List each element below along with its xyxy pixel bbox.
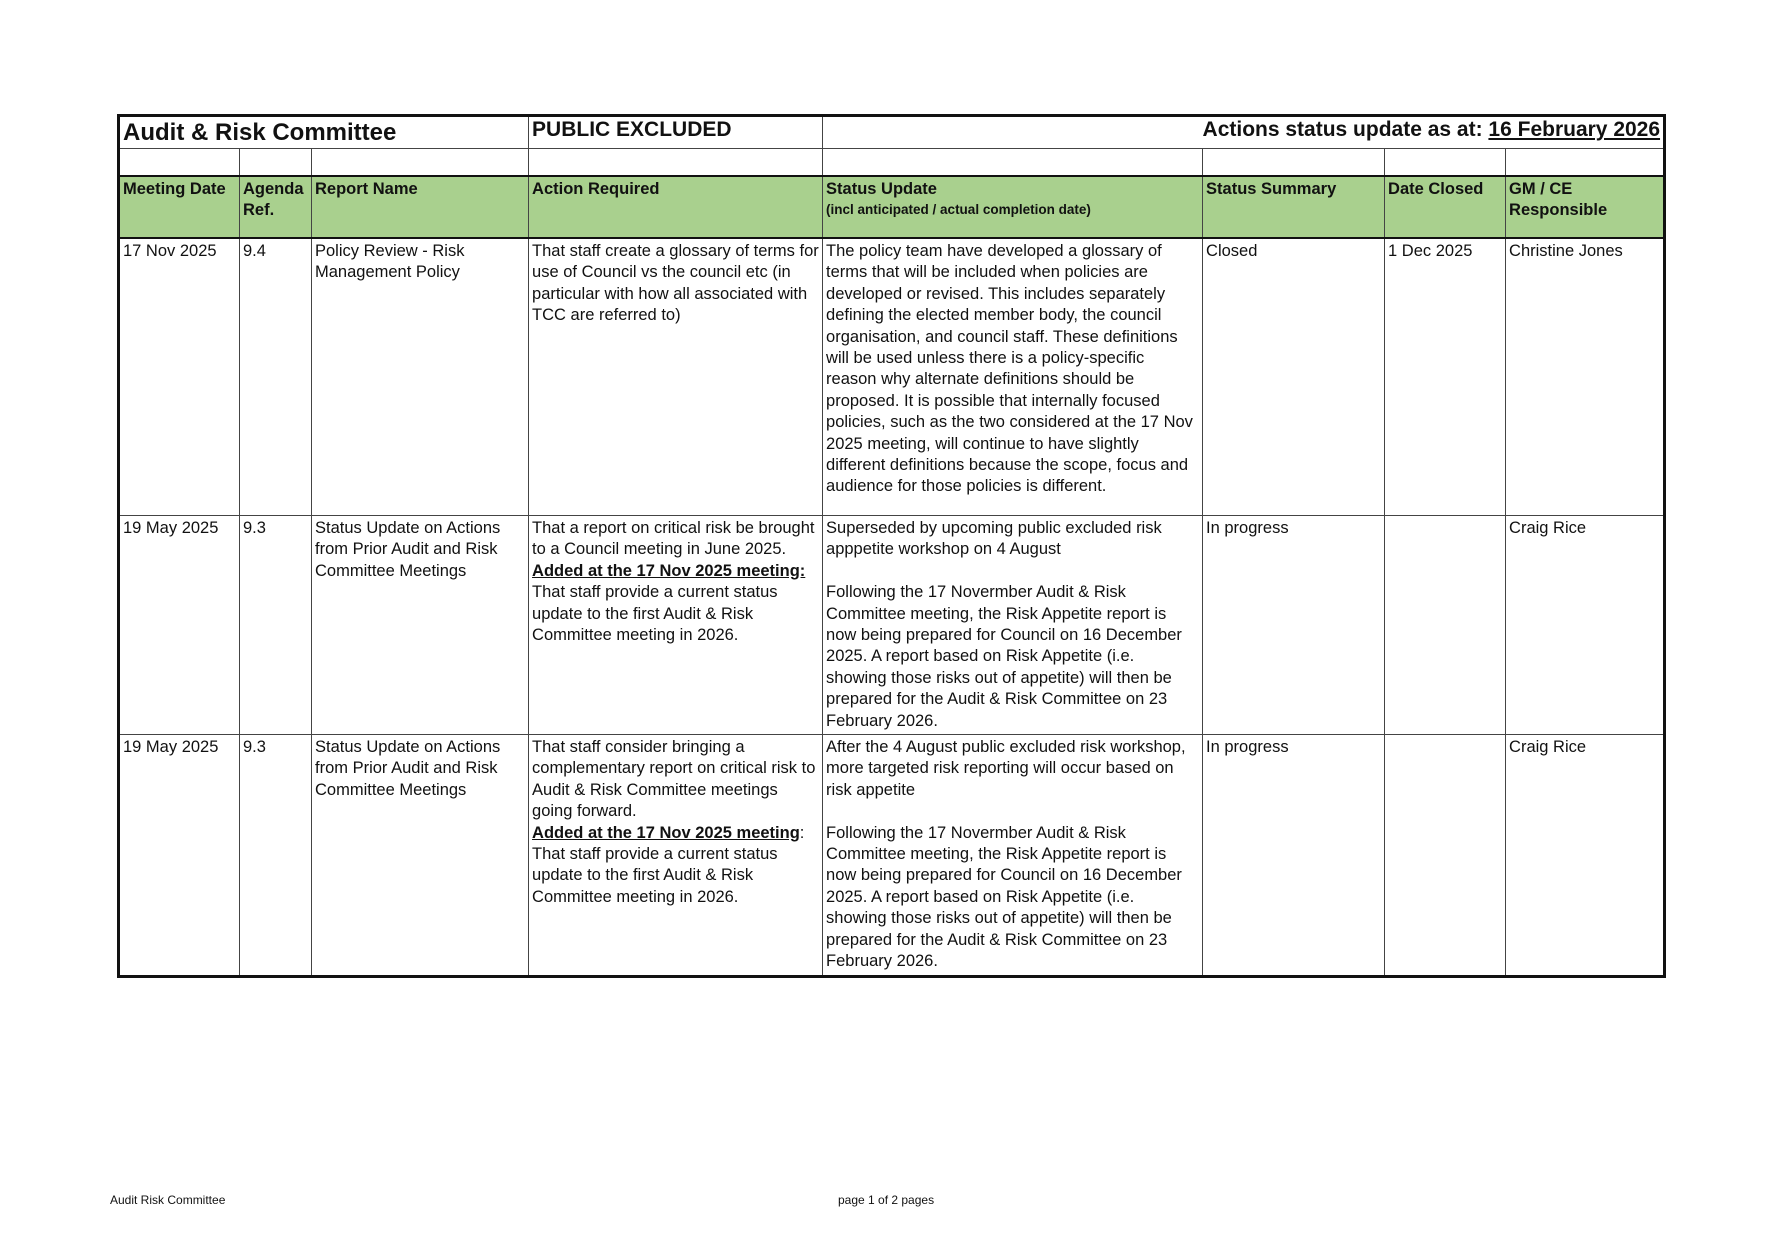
status-summary-cell: In progress <box>1203 735 1385 976</box>
status-update-cell <box>823 516 1203 735</box>
committee-title: Audit & Risk Committee <box>119 116 529 149</box>
header-status-update <box>823 176 1203 238</box>
report-name-cell: Status Update on Actions from Prior Audit and Risk Committee Meetings <box>312 516 529 735</box>
header-meeting-date: Meeting Date <box>119 176 240 238</box>
action-required-cell: That staff create a glossary of terms for use of Council vs the council etc (in particular with how all associated with TCC are referred to) <box>529 238 823 516</box>
classification-label: PUBLIC EXCLUDED <box>529 116 823 149</box>
added-note-label: Added at the 17 Nov 2025 meeting <box>532 823 800 842</box>
header-date-closed: Date Closed <box>1385 176 1506 238</box>
responsible-cell: Craig Rice <box>1506 516 1665 735</box>
blank-cell <box>1506 149 1665 177</box>
blank-row <box>119 149 1665 177</box>
table-row <box>119 238 1665 516</box>
blank-cell <box>119 149 240 177</box>
added-note-label: Added at the 17 Nov 2025 meeting: <box>532 561 806 580</box>
status-update-cell <box>823 735 1203 976</box>
header-report-name: Report Name <box>312 176 529 238</box>
header-responsible: GM / CE Responsible <box>1506 176 1665 238</box>
agenda-ref-cell: 9.4 <box>240 238 312 516</box>
footer-document-name: Audit Risk Committee <box>110 1193 226 1207</box>
column-header-row <box>119 176 1665 238</box>
added-note-suffix: : <box>799 823 805 842</box>
date-closed-cell <box>1385 516 1506 735</box>
date-closed-cell: 1 Dec 2025 <box>1385 238 1506 516</box>
action-required-cell <box>529 516 823 735</box>
blank-cell <box>1385 149 1506 177</box>
status-update-label: Status Update <box>826 180 937 198</box>
actions-table <box>117 114 1666 978</box>
status-update-followup: Following the 17 Novermber Audit & Risk Committee meeting, the Risk Appetite report is now being prepared for Council on 16 December 2025. A report based on Risk Appetite (i.e. showing those risks out of appetite) will then be prepared for the Audit & Risk Committee on 23 February 2026. <box>826 823 1182 971</box>
blank-cell <box>312 149 529 177</box>
agenda-ref-cell: 9.3 <box>240 516 312 735</box>
status-update-text: After the 4 August public excluded risk workshop, more targeted risk reporting will occur based on risk appetite <box>826 738 1186 799</box>
status-update-sublabel: (incl anticipated / actual completion date) <box>826 202 1091 218</box>
action-required-cell <box>529 735 823 976</box>
added-note-text: That staff provide a current status update to the first Audit & Risk Committee meeting in 2026. <box>532 583 778 645</box>
meeting-date-cell: 19 May 2025 <box>119 735 240 976</box>
header-agenda-ref: Agenda Ref. <box>240 176 312 238</box>
as-at-heading <box>823 116 1665 149</box>
status-summary-cell: Closed <box>1203 238 1385 516</box>
action-text: That staff consider bringing a complementary report on critical risk to Audit & Risk Committee meetings going forward. <box>532 738 816 821</box>
responsible-cell: Christine Jones <box>1506 238 1665 516</box>
table-row <box>119 516 1665 735</box>
header-action-required: Action Required <box>529 176 823 238</box>
status-summary-cell: In progress <box>1203 516 1385 735</box>
date-closed-cell <box>1385 735 1506 976</box>
blank-cell <box>529 149 823 177</box>
title-row <box>119 116 1665 149</box>
as-at-date: 16 February 2026 <box>1488 118 1661 141</box>
added-note-text: That staff provide a current status update to the first Audit & Risk Committee meeting in 2026. <box>532 845 778 906</box>
status-update-followup: Following the 17 Novermber Audit & Risk Committee meeting, the Risk Appetite report is now being prepared for Council on 16 December 2025. A report based on Risk Appetite (i.e. showing those risks out of appetite) will then be prepared for the Audit & Risk Committee on 23 February 2026. <box>826 583 1182 730</box>
status-update-cell: The policy team have developed a glossary of terms that will be included when policies are developed or revised. This includes separately defining the elected member body, the council organisation, and council staff. These definitions will be used unless there is a policy-specific reason why alternate definitions should be proposed. It is possible that internally focused policies, such as the two considered at the 17 Nov 2025 meeting, will continue to have slightly different definitions because the scope, focus and audience for those policies is different. <box>823 238 1203 516</box>
blank-cell <box>240 149 312 177</box>
as-at-label: Actions status update as at: <box>1202 118 1489 141</box>
table-row <box>119 735 1665 976</box>
responsible-cell: Craig Rice <box>1506 735 1665 976</box>
report-name-cell: Policy Review - Risk Management Policy <box>312 238 529 516</box>
agenda-ref-cell: 9.3 <box>240 735 312 976</box>
footer-page-number: page 1 of 2 pages <box>838 1193 935 1207</box>
action-text: That a report on critical risk be brought to a Council meeting in June 2025. <box>532 519 815 559</box>
report-name-cell: Status Update on Actions from Prior Audit and Risk Committee Meetings <box>312 735 529 976</box>
meeting-date-cell: 19 May 2025 <box>119 516 240 735</box>
meeting-date-cell: 17 Nov 2025 <box>119 238 240 516</box>
blank-cell <box>1203 149 1385 177</box>
header-status-summary: Status Summary <box>1203 176 1385 238</box>
blank-cell <box>823 149 1203 177</box>
status-update-text: Superseded by upcoming public excluded risk apppetite workshop on 4 August <box>826 519 1162 559</box>
